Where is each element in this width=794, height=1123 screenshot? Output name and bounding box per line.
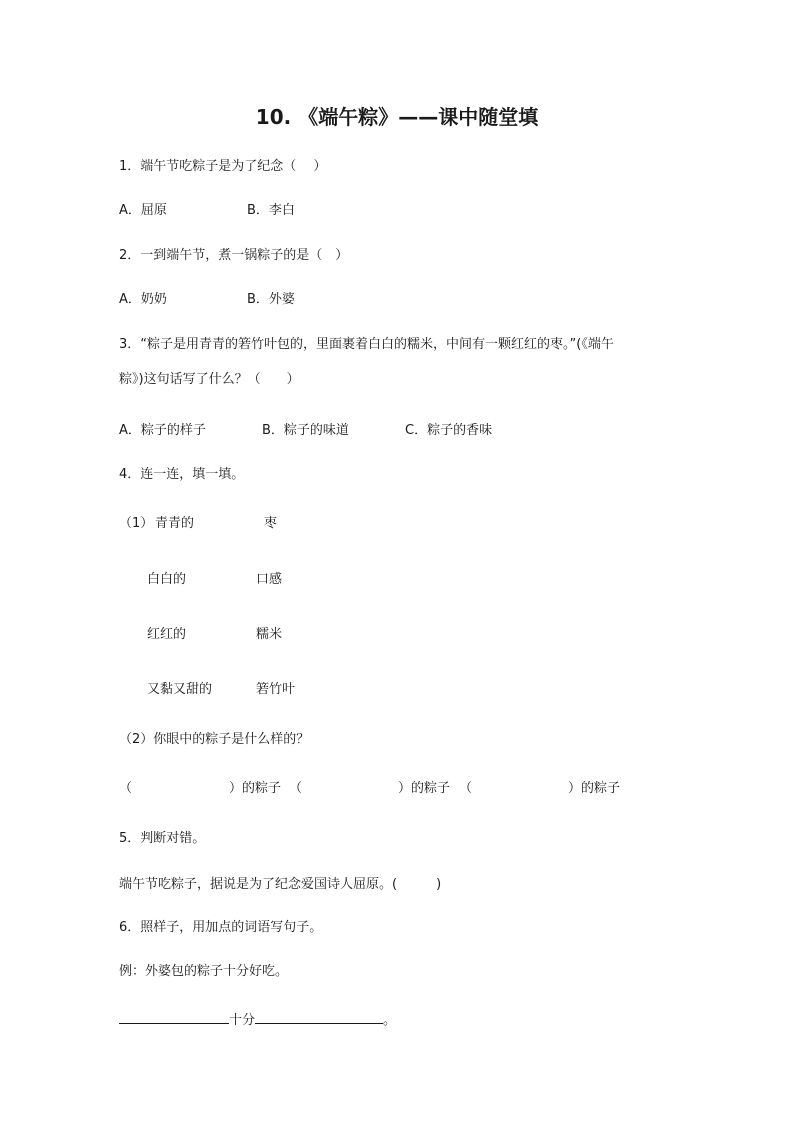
blank-open-paren: （ <box>289 781 303 796</box>
match-right-item: 糯米 <box>256 627 283 642</box>
answer-blank[interactable] <box>119 1011 229 1024</box>
question-6-stem: 6．照样子，用加点的词语写句子。 <box>119 920 323 935</box>
question-1-option-a: A．屈原 <box>119 203 167 218</box>
answer-end-punctuation: 。 <box>383 1013 397 1028</box>
blank-close-text: ）的粽子 <box>398 781 451 796</box>
question-2-option-a: A．奶奶 <box>119 292 167 307</box>
match-right-item: 口感 <box>256 572 283 587</box>
question-3-stem-line-1: 3．“粽子是用青青的箬竹叶包的，里面裹着白白的糯米，中间有一颗红红的枣。”(《端午 <box>119 337 614 352</box>
match-right-item: 箬竹叶 <box>256 682 296 697</box>
match-right-item: 枣 <box>264 516 278 531</box>
question-5-statement: 端午节吃粽子，据说是为了纪念爱国诗人屈原。( ) <box>119 877 442 892</box>
match-left-item: 青青的 <box>155 516 195 531</box>
blank-open-paren: （ <box>459 781 473 796</box>
question-6-example: 例：外婆包的粽子十分好吃。 <box>119 964 289 979</box>
match-left-item: 白白的 <box>147 572 187 587</box>
answer-blank[interactable] <box>255 1011 383 1024</box>
question-3-option-a: A．粽子的样子 <box>119 423 206 438</box>
match-left-item: 红红的 <box>147 627 187 642</box>
question-4-stem: 4．连一连，填一填。 <box>119 467 245 482</box>
blank-open-paren: （ <box>119 781 133 796</box>
question-6-answer-line <box>119 1011 396 1029</box>
question-3-stem-line-2: 粽》)这句话写了什么？（ ） <box>119 372 300 387</box>
question-1-stem: 1．端午节吃粽子是为了纪念（ ） <box>119 159 327 174</box>
question-4-part-2: （2）你眼中的粽子是什么样的？ <box>119 732 310 747</box>
blank-close-text: ）的粽子 <box>568 781 621 796</box>
blank-close-text: ）的粽子 <box>229 781 282 796</box>
page-title: 10. 《端午粽》——课中随堂填 <box>255 105 539 129</box>
question-1-option-b: B．李白 <box>247 203 295 218</box>
match-left-item: 又黏又甜的 <box>147 682 213 697</box>
question-5-stem: 5．判断对错。 <box>119 831 206 846</box>
question-4-part-1-label: （1） <box>119 516 154 531</box>
question-2-stem: 2．一到端午节，煮一锅粽子的是（ ） <box>119 248 349 263</box>
answer-middle-word: 十分 <box>229 1013 256 1028</box>
question-2-option-b: B．外婆 <box>247 292 295 307</box>
question-3-option-b: B．粽子的味道 <box>262 423 349 438</box>
question-3-option-c: C．粽子的香味 <box>405 423 493 438</box>
